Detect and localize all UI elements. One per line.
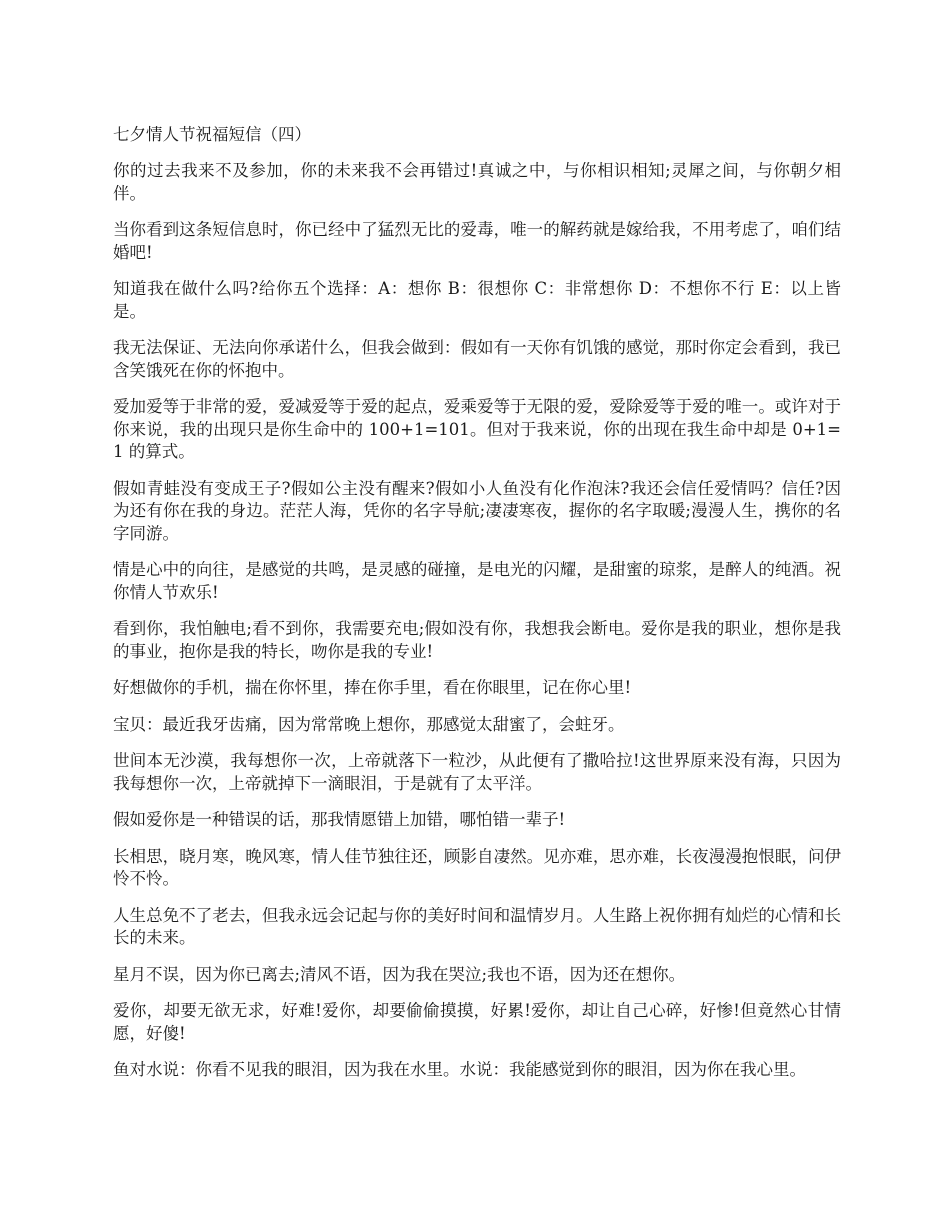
- paragraph-2: 当你看到这条短信息时，你已经中了猛烈无比的爱毒，唯一的解药就是嫁给我，不用考虑了，咱们结婚吧!: [113, 220, 841, 262]
- paragraph-4: 我无法保证、无法向你承诺什么，但我会做到：假如有一天你有饥饿的感觉，那时你定会看到，我已含笑饿死在你的怀抱中。: [113, 338, 841, 380]
- paragraph-7: 情是心中的向往，是感觉的共鸣，是灵感的碰撞，是电光的闪耀，是甜蜜的琼浆，是醉人的纯酒。祝你情人节欢乐!: [113, 560, 841, 602]
- paragraph-8: 看到你，我怕触电;看不到你，我需要充电;假如没有你，我想我会断电。爱你是我的职业，想你是我的事业，抱你是我的特长，吻你是我的专业!: [113, 619, 841, 661]
- paragraph-15: 星月不误，因为你已离去;清风不语，因为我在哭泣;我也不语，因为还在想你。: [113, 964, 686, 984]
- paragraph-5: 爱加爱等于非常的爱，爱减爱等于爱的起点，爱乘爱等于无限的爱，爱除爱等于爱的唯一。或许对于你来说，我的出现只是你生命中的 100+1=101。但对于我来说，你的出现在我生命中却是 0+1=1 的算式。: [113, 397, 841, 461]
- document-title: 七夕情人节祝福短信（四）: [113, 125, 311, 144]
- paragraph-17: 鱼对水说：你看不见我的眼泪，因为我在水里。水说：我能感觉到你的眼泪，因为你在我心里。: [113, 1060, 806, 1079]
- paragraph-6: 假如青蛙没有变成王子?假如公主没有醒来?假如小人鱼没有化作泡沫?我还会信任爱情吗？信任?因为还有你在我的身边。茫茫人海，凭你的名字导航;凄凄寒夜，握你的名字取暖;漫漫人生，携你的名字同游。: [113, 478, 841, 543]
- document-page: [113, 124, 841, 1096]
- paragraph-10: 宝贝：最近我牙齿痛，因为常常晚上想你，那感觉太甜蜜了，会蛀牙。: [113, 714, 625, 734]
- paragraph-1: 你的过去我来不及参加，你的未来我不会再错过!真诚之中，与你相识相知;灵犀之间，与你朝夕相伴。: [113, 161, 841, 203]
- paragraph-14: 人生总免不了老去，但我永远会记起与你的美好时间和温情岁月。人生路上祝你拥有灿烂的心情和长长的未来。: [113, 905, 841, 947]
- paragraph-16: 爱你，却要无欲无求，好难!爱你，却要偷偷摸摸，好累!爱你，却让自己心碎，好惨!但竟然心甘情愿，好傻!: [113, 1001, 841, 1043]
- paragraph-12: 假如爱你是一种错误的话，那我情愿错上加错，哪怕错一辈子!: [113, 810, 566, 829]
- paragraph-13: 长相思，晓月寒，晚风寒，情人佳节独往还，顾影自凄然。见亦难，思亦难，长夜漫漫抱恨眠，问伊怜不怜。: [113, 846, 841, 888]
- paragraph-9: 好想做你的手机，揣在你怀里，捧在你手里，看在你眼里，记在你心里!: [113, 678, 632, 697]
- paragraph-3: 知道我在做什么吗?给你五个选择：A：想你 B：很想你 C：非常想你 D：不想你不行 E：以上皆是。: [113, 279, 841, 321]
- paragraph-11: 世间本无沙漠，我每想你一次，上帝就落下一粒沙，从此便有了撒哈拉!这世界原来没有海，只因为我每想你一次，上帝就掉下一滴眼泪，于是就有了太平洋。: [113, 751, 841, 793]
